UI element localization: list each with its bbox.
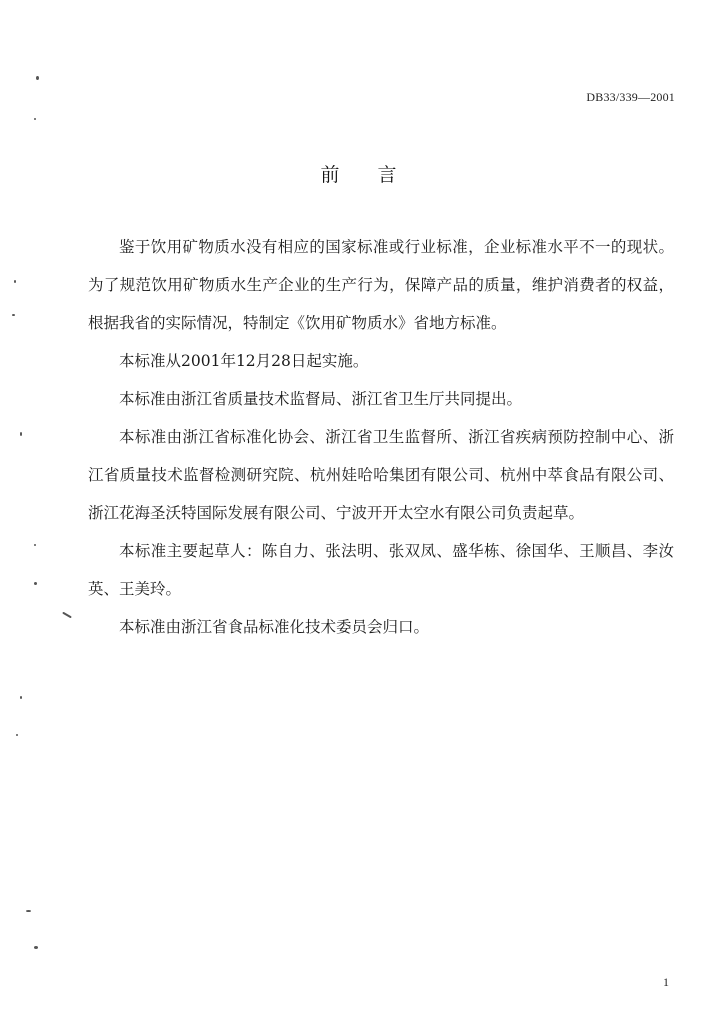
scan-speck: [14, 280, 16, 283]
paragraph-administered-by: 本标准由浙江省食品标准化技术委员会归口。: [119, 618, 430, 636]
scan-speck: [34, 946, 38, 949]
scan-speck: [20, 696, 22, 699]
paragraph-drafted-by: 本标准由浙江省标准化协会、浙江省卫生监督所、浙江省疾病预防控制中心、浙江省质量技术监督检测研究院、杭州娃哈哈集团有限公司、杭州中萃食品有限公司、浙江花海圣沃特国际发展有限公司、宁波开开太空水有限公司负责起草。: [88, 428, 674, 522]
paragraph-intro: 鉴于饮用矿物质水没有相应的国家标准或行业标准，企业标准水平不一的现状。为了规范饮用矿物质水生产企业的生产行为，保障产品的质量，维护消费者的权益，根据我省的实际情况，特制定《饮用矿物质水》省地方标准。: [88, 238, 674, 332]
paragraph-proposed-by: 本标准由浙江省质量技术监督局、浙江省卫生厅共同提出。: [119, 390, 523, 408]
scan-speck: [20, 432, 22, 436]
scan-speck: [34, 544, 36, 546]
scan-speck: [34, 582, 37, 585]
scan-speck: [34, 118, 36, 120]
standard-code: DB33/339—2001: [586, 90, 675, 104]
paragraph-effective-date: 本标准从2001年12月28日起实施。: [119, 352, 369, 370]
document-body: [88, 228, 674, 646]
scan-speck: [36, 76, 39, 80]
scan-speck: [16, 734, 18, 736]
scan-speck: [62, 612, 72, 619]
scan-speck: [12, 314, 15, 316]
page-number: 1: [663, 975, 669, 989]
page-title: 前言: [320, 164, 435, 186]
scan-speck: [26, 910, 31, 912]
paragraph-main-drafters: 本标准主要起草人：陈自力、张法明、张双凤、盛华栋、徐国华、王顺昌、李汝英、王美玲。: [88, 542, 674, 598]
